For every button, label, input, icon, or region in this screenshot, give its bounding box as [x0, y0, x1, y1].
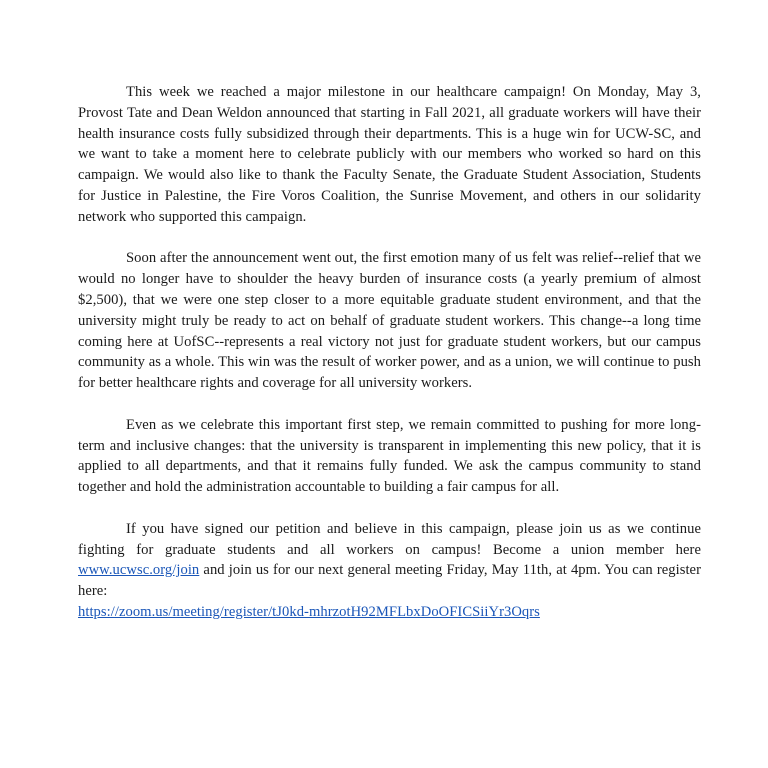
- paragraph-call-to-action: [78, 519, 701, 623]
- paragraph-relief: Soon after the announcement went out, the first emotion many of us felt was relief--relief that we would no longer have to shoulder the heavy burden of insurance costs (a yearly premium of almost $2,500), that we were one step closer to a more equitable graduate student environment, and that the university might truly be ready to act on behalf of graduate student workers. This change--a long time coming here at UofSC--represents a real victory not just for graduate student workers, but our campus community as a whole. This win was the result of worker power, and as a union, we will continue to push for better healthcare rights and coverage for all university workers.: [78, 250, 701, 392]
- closing-text-before-link: If you have signed our petition and believe in this campaign, please join us as we continue fighting for graduate students and all workers on campus! Become a union member here: [78, 520, 701, 558]
- paragraph-commitment: Even as we celebrate this important first step, we remain committed to pushing for more long-term and inclusive changes: that the university is transparent in implementing this new policy, that it is applied to all departments, and that it remains fully funded. We ask the campus community to stand together and hold the administration accountable to building a fair campus for all.: [78, 416, 701, 496]
- register-link[interactable]: https://zoom.us/meeting/register/tJ0kd-mhrzotH92MFLbxDoOFICSiiYr3Oqrs: [78, 603, 540, 620]
- closing-text-after-link: and join us for our next general meeting Friday, May 11th, at 4pm. You can register here:: [78, 562, 701, 600]
- join-link[interactable]: www.ucwsc.org/join: [78, 562, 200, 579]
- document-body: [78, 82, 701, 623]
- paragraph-milestone: This week we reached a major milestone in our healthcare campaign! On Monday, May 3, Provost Tate and Dean Weldon announced that starting in Fall 2021, all graduate workers will have their health insurance costs fully subsidized through their departments. This is a huge win for UCW-SC, and we want to take a moment here to celebrate publicly with our members who worked so hard on this campaign. We would also like to thank the Faculty Senate, the Graduate Student Association, Students for Justice in Palestine, the Fire Voros Coalition, the Sunrise Movement, and others in our solidarity network who supported this campaign.: [78, 84, 701, 225]
